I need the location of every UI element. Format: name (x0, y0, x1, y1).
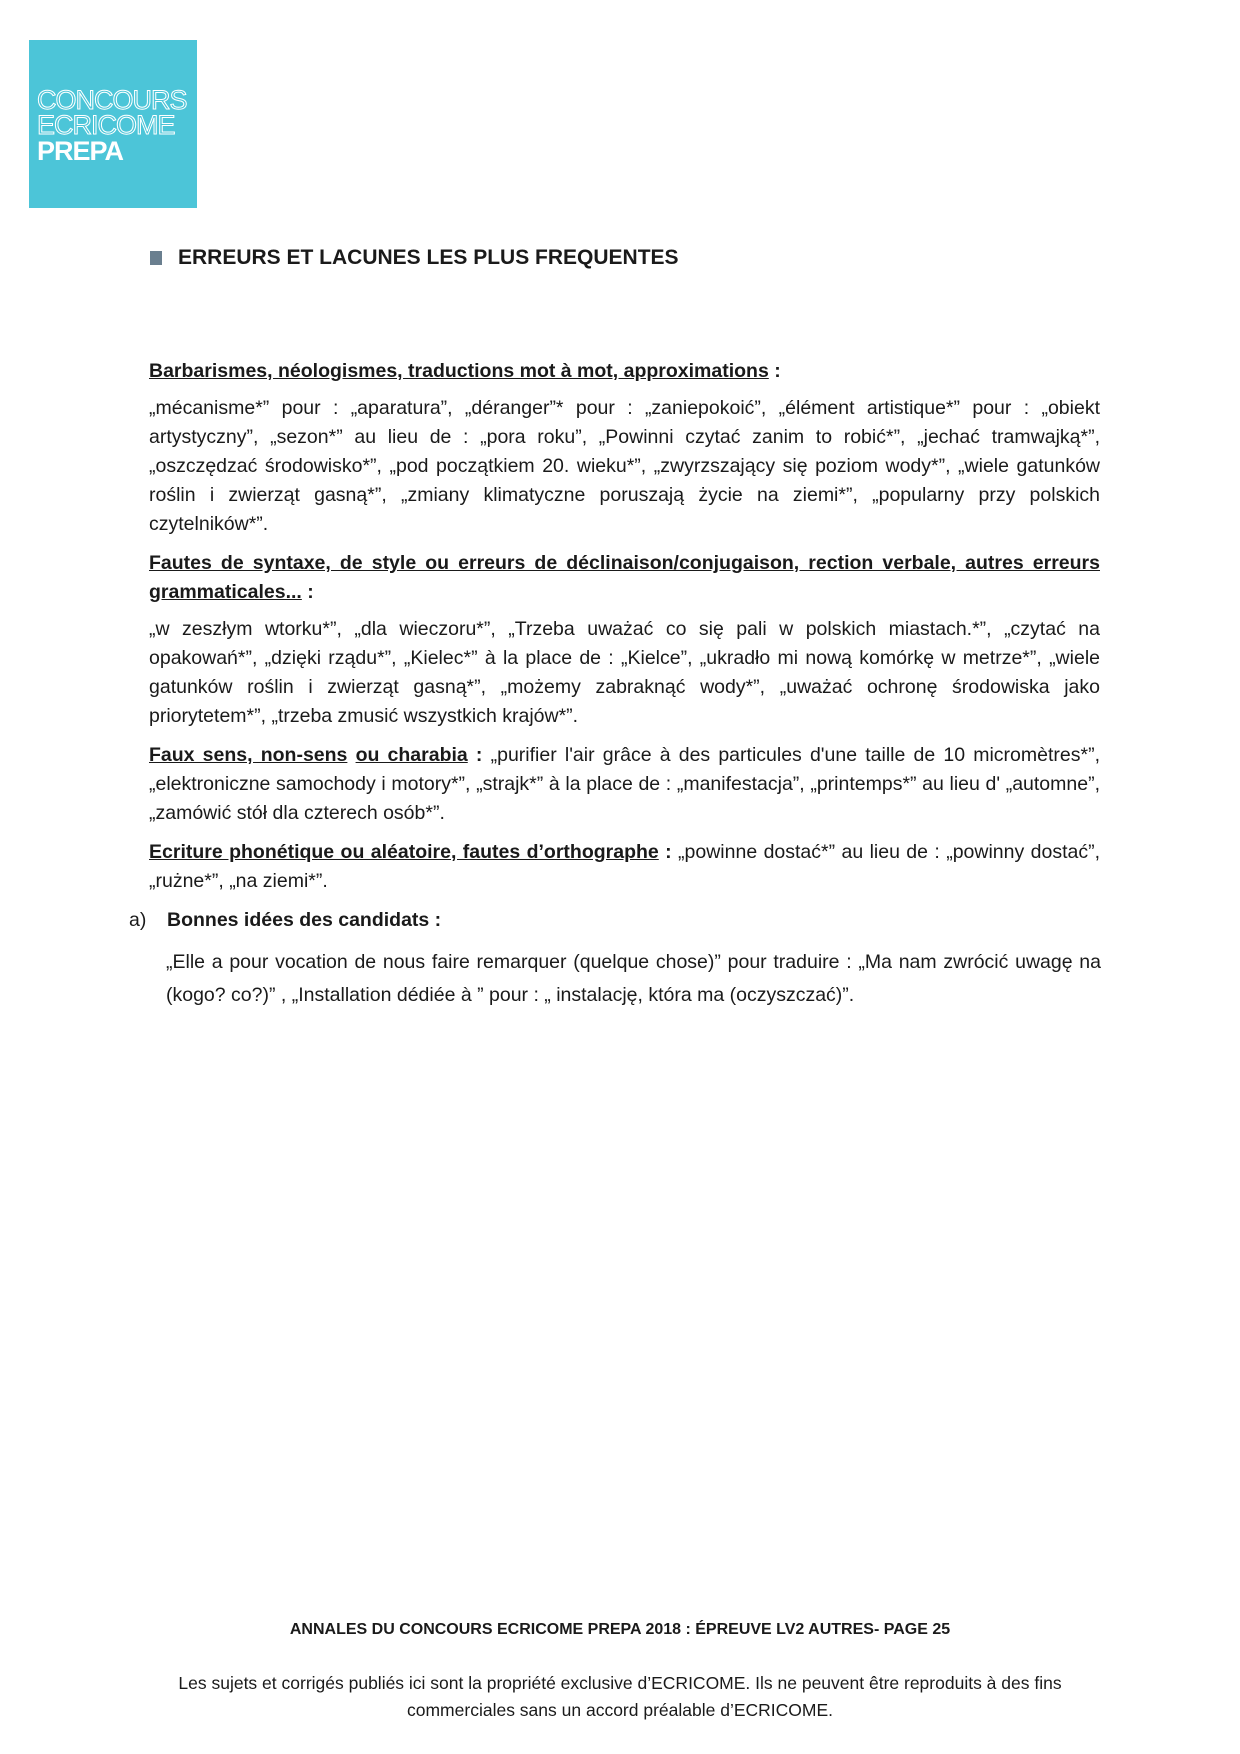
footer-copyright-note: Les sujets et corrigés publiés ici sont la propriété exclusive d’ECRICOME. Ils ne peuvent être reproduits à des fins commerciales sans un accord préalable d’ECRICOME. (178, 1673, 1062, 1720)
section-heading (150, 246, 679, 270)
section-title: ERREURS ET LACUNES LES PLUS FREQUENTES (178, 246, 679, 269)
good-ideas-text: „Elle a pour vocation de nous faire remarquer (quelque chose)” pour traduire : „Ma nam zwrócić uwagę na (kogo? co?)” , „Installation dédiée à ” pour : „ instalację, która ma (oczyszczać)”. (166, 951, 1101, 1006)
paragraph-label: Fautes de syntaxe, de style ou erreurs de déclinaison/conjugaison, rection verbale, autres erreurs grammaticales... (149, 552, 1100, 603)
list-marker: a) (129, 909, 147, 931)
errors-content (149, 357, 1100, 906)
ecricome-logo (29, 40, 197, 208)
paragraph-colon: : (467, 744, 483, 766)
paragraph-colon: : (768, 360, 781, 382)
logo-line-ecricome: ECRICOME (37, 110, 175, 140)
paragraph-text: „w zeszłym wtorku*”, „dla wieczoru*”, „Trzeba uważać co się pali w polskich miastach.*”, „czytać na opakowań*”, „dzięki rządu*”, „Kielec*” à la place de : „Kielce”, „ukradło mi nową komórkę w metrze*”, „wiele gatunków roślin i zwierząt gasną*”, „możemy zabraknąć wody*”, „uważać ochronę środowiska jako priorytetem*”, „trzeba zmusić wszystkich krajów*”. (149, 618, 1100, 727)
paragraph-label: Barbarismes, néologismes, traductions mot à mot, approximations (149, 360, 769, 382)
paragraph-colon: : (301, 581, 314, 603)
good-ideas-title: Bonnes idées des candidats : (167, 909, 442, 931)
logo-line-prepa: PREPA (37, 136, 124, 166)
paragraph-colon: : (658, 841, 672, 863)
paragraph-label: Faux sens, non-sens (149, 744, 348, 766)
paragraph-text: „purifier l'air grâce à des particules d'une taille de 10 micromètres*”, „elektroniczne samochody i motory*”, „strajk*” à la place de : „manifestacja”, „printemps*” au lieu d' „automne”, „zamówić stół dla czterech osób*”. (149, 744, 1100, 824)
paragraph-text: „powinne dostać*” au lieu de : „powinny dostać”, „rużne*”, „na ziemi*”. (149, 841, 1100, 892)
logo-line-concours: CONCOURS (37, 85, 187, 115)
paragraph-heading (149, 549, 1100, 607)
square-bullet-icon (150, 251, 162, 265)
footer-title: ANNALES DU CONCOURS ECRICOME PREPA 2018 : ÉPREUVE LV2 AUTRES- PAGE 25 (289, 1621, 951, 1638)
paragraph-text: „mécanisme*” pour : „aparatura”, „déranger”* pour : „zaniepokoić”, „élément artistique*” pour : „obiekt artystyczny”, „sezon*” au lieu de : „pora roku”, „Powinni czytać zanim to robić*”, „jechać tramwajką*”, „oszczędzać środowisko*”, „pod początkiem 20. wieku*”, „zwyrzszający się poziom wody*”, „wiele gatunków roślin i zwierząt gasną*”, „zmiany klimatyczne poruszają życie na ziemi*”, „popularny przy polskich czytelników*”. (149, 397, 1100, 535)
paragraph-label: ou charabia (355, 744, 468, 766)
paragraph-label: Ecriture phonétique ou aléatoire, fautes d’orthographe (149, 841, 659, 863)
paragraph (149, 838, 1100, 896)
paragraph-heading (149, 357, 1100, 386)
paragraph (149, 741, 1100, 828)
